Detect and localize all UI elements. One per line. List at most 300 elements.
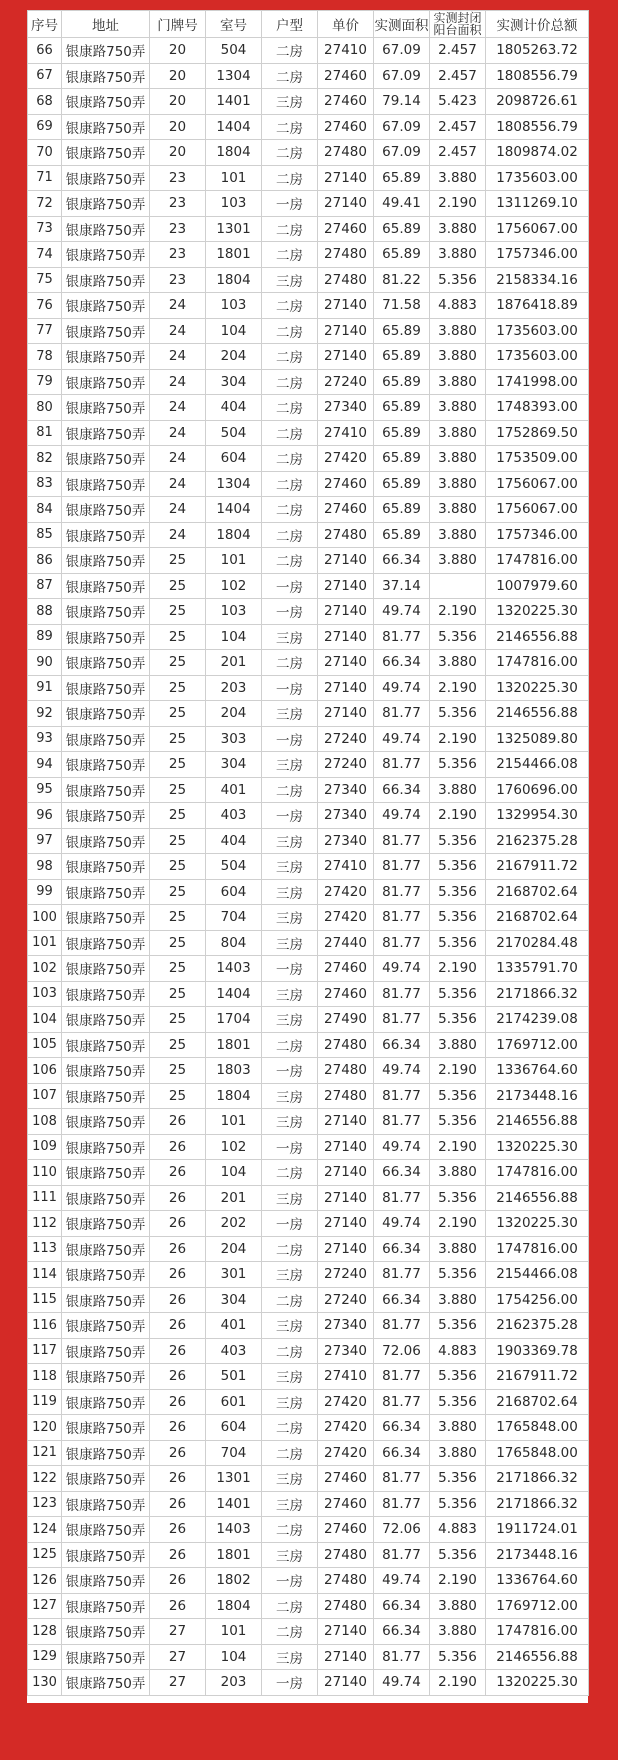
- cell-address: 银康路750弄: [62, 114, 150, 140]
- cell-balcony-area: 3.880: [430, 318, 486, 344]
- cell-total-price: 1335791.70: [486, 956, 589, 982]
- cell-address: 银康路750弄: [62, 1466, 150, 1492]
- cell-room-no: 1804: [206, 140, 262, 166]
- cell-address: 银康路750弄: [62, 1236, 150, 1262]
- cell-total-price: 1805263.72: [486, 38, 589, 64]
- cell-unit-price: 27340: [318, 1338, 374, 1364]
- cell-address: 银康路750弄: [62, 267, 150, 293]
- cell-room-no: 403: [206, 803, 262, 829]
- table-row: [28, 165, 589, 191]
- cell-building-no: 25: [150, 803, 206, 829]
- cell-room-no: 1802: [206, 1568, 262, 1594]
- cell-room-no: 604: [206, 446, 262, 472]
- table-row: [28, 981, 589, 1007]
- cell-address: 银康路750弄: [62, 1542, 150, 1568]
- cell-total-price: 1747816.00: [486, 548, 589, 574]
- header-row: [28, 11, 589, 38]
- cell-unit-price: 27460: [318, 471, 374, 497]
- table-row: [28, 1287, 589, 1313]
- cell-room-no: 103: [206, 599, 262, 625]
- table-row: [28, 548, 589, 574]
- cell-seq: 75: [28, 267, 62, 293]
- table-row: [28, 242, 589, 268]
- cell-seq: 76: [28, 293, 62, 319]
- cell-unit-price: 27480: [318, 1568, 374, 1594]
- cell-total-price: 1754256.00: [486, 1287, 589, 1313]
- cell-address: 银康路750弄: [62, 1058, 150, 1084]
- cell-room-no: 1301: [206, 1466, 262, 1492]
- cell-measured-area: 81.77: [374, 1083, 430, 1109]
- table-row: [28, 1542, 589, 1568]
- cell-unit-price: 27480: [318, 140, 374, 166]
- table-row: [28, 828, 589, 854]
- table-row: [28, 650, 589, 676]
- cell-seq: 91: [28, 675, 62, 701]
- cell-seq: 120: [28, 1415, 62, 1441]
- cell-total-price: 2168702.64: [486, 905, 589, 931]
- cell-room-no: 104: [206, 624, 262, 650]
- cell-balcony-area: 2.457: [430, 38, 486, 64]
- cell-room-no: 1404: [206, 497, 262, 523]
- cell-seq: 127: [28, 1593, 62, 1619]
- cell-unit-price: 27140: [318, 1185, 374, 1211]
- cell-address: 银康路750弄: [62, 395, 150, 421]
- cell-layout: 二房: [262, 140, 318, 166]
- cell-unit-price: 27340: [318, 777, 374, 803]
- cell-measured-area: 49.74: [374, 1211, 430, 1237]
- cell-unit-price: 27460: [318, 89, 374, 115]
- table-row: [28, 599, 589, 625]
- cell-room-no: 1401: [206, 1491, 262, 1517]
- cell-balcony-area: 4.883: [430, 1338, 486, 1364]
- cell-balcony-area: 3.880: [430, 650, 486, 676]
- cell-unit-price: 27140: [318, 165, 374, 191]
- table-row: [28, 140, 589, 166]
- cell-balcony-area: 5.356: [430, 1083, 486, 1109]
- cell-seq: 66: [28, 38, 62, 64]
- cell-address: 银康路750弄: [62, 879, 150, 905]
- cell-layout: 三房: [262, 701, 318, 727]
- cell-address: 银康路750弄: [62, 1517, 150, 1543]
- cell-unit-price: 27140: [318, 548, 374, 574]
- cell-building-no: 27: [150, 1644, 206, 1670]
- cell-balcony-area: 2.190: [430, 1211, 486, 1237]
- cell-unit-price: 27140: [318, 650, 374, 676]
- cell-building-no: 26: [150, 1364, 206, 1390]
- table-row: [28, 701, 589, 727]
- cell-building-no: 20: [150, 114, 206, 140]
- table-row: [28, 1211, 589, 1237]
- cell-measured-area: 81.77: [374, 828, 430, 854]
- cell-measured-area: 49.74: [374, 599, 430, 625]
- cell-total-price: 1757346.00: [486, 522, 589, 548]
- cell-balcony-area: 4.883: [430, 1517, 486, 1543]
- cell-room-no: 504: [206, 420, 262, 446]
- cell-total-price: 1808556.79: [486, 63, 589, 89]
- cell-total-price: 2154466.08: [486, 752, 589, 778]
- header-total-price: 实测计价总额: [486, 11, 589, 38]
- cell-address: 银康路750弄: [62, 1287, 150, 1313]
- cell-measured-area: 65.89: [374, 395, 430, 421]
- cell-building-no: 25: [150, 573, 206, 599]
- cell-unit-price: 27420: [318, 1415, 374, 1441]
- cell-room-no: 501: [206, 1364, 262, 1390]
- cell-address: 银康路750弄: [62, 446, 150, 472]
- cell-address: 银康路750弄: [62, 344, 150, 370]
- cell-seq: 111: [28, 1185, 62, 1211]
- cell-balcony-area: 5.356: [430, 752, 486, 778]
- cell-balcony-area: 3.880: [430, 522, 486, 548]
- cell-address: 银康路750弄: [62, 956, 150, 982]
- cell-building-no: 26: [150, 1415, 206, 1441]
- cell-unit-price: 27140: [318, 675, 374, 701]
- cell-room-no: 304: [206, 752, 262, 778]
- table-row: [28, 1160, 589, 1186]
- cell-building-no: 26: [150, 1517, 206, 1543]
- cell-total-price: 1741998.00: [486, 369, 589, 395]
- table-row: [28, 191, 589, 217]
- cell-seq: 123: [28, 1491, 62, 1517]
- cell-room-no: 203: [206, 1670, 262, 1696]
- cell-measured-area: 66.34: [374, 777, 430, 803]
- cell-building-no: 25: [150, 675, 206, 701]
- cell-total-price: 1769712.00: [486, 1032, 589, 1058]
- cell-balcony-area: 2.190: [430, 675, 486, 701]
- cell-balcony-area: 2.190: [430, 956, 486, 982]
- cell-total-price: 1903369.78: [486, 1338, 589, 1364]
- cell-measured-area: 66.34: [374, 650, 430, 676]
- cell-layout: 二房: [262, 1160, 318, 1186]
- cell-measured-area: 81.77: [374, 879, 430, 905]
- cell-total-price: 2146556.88: [486, 1185, 589, 1211]
- cell-address: 银康路750弄: [62, 1670, 150, 1696]
- cell-seq: 119: [28, 1389, 62, 1415]
- cell-layout: 二房: [262, 63, 318, 89]
- cell-total-price: 2146556.88: [486, 1644, 589, 1670]
- cell-building-no: 26: [150, 1287, 206, 1313]
- cell-unit-price: 27410: [318, 854, 374, 880]
- cell-measured-area: 81.77: [374, 1491, 430, 1517]
- cell-room-no: 1804: [206, 1083, 262, 1109]
- table-row: [28, 1109, 589, 1135]
- cell-building-no: 24: [150, 318, 206, 344]
- cell-building-no: 25: [150, 599, 206, 625]
- cell-unit-price: 27420: [318, 905, 374, 931]
- cell-layout: 三房: [262, 1364, 318, 1390]
- cell-seq: 67: [28, 63, 62, 89]
- cell-layout: 三房: [262, 1185, 318, 1211]
- cell-unit-price: 27480: [318, 1593, 374, 1619]
- cell-measured-area: 81.77: [374, 1007, 430, 1033]
- cell-unit-price: 27460: [318, 1517, 374, 1543]
- cell-room-no: 104: [206, 1160, 262, 1186]
- cell-building-no: 25: [150, 879, 206, 905]
- cell-unit-price: 27140: [318, 191, 374, 217]
- cell-measured-area: 65.89: [374, 522, 430, 548]
- cell-room-no: 201: [206, 1185, 262, 1211]
- cell-building-no: 25: [150, 752, 206, 778]
- cell-unit-price: 27420: [318, 879, 374, 905]
- cell-layout: 三房: [262, 1083, 318, 1109]
- unit-price-table: [27, 10, 589, 1696]
- cell-measured-area: 81.77: [374, 1262, 430, 1288]
- cell-building-no: 26: [150, 1313, 206, 1339]
- cell-building-no: 24: [150, 293, 206, 319]
- cell-balcony-area: 5.356: [430, 981, 486, 1007]
- cell-layout: 二房: [262, 38, 318, 64]
- cell-room-no: 1404: [206, 114, 262, 140]
- cell-measured-area: 49.74: [374, 675, 430, 701]
- cell-room-no: 504: [206, 854, 262, 880]
- cell-seq: 103: [28, 981, 62, 1007]
- cell-total-price: 2171866.32: [486, 1466, 589, 1492]
- cell-building-no: 26: [150, 1109, 206, 1135]
- cell-measured-area: 49.74: [374, 956, 430, 982]
- cell-address: 银康路750弄: [62, 803, 150, 829]
- cell-room-no: 204: [206, 1236, 262, 1262]
- cell-total-price: 1747816.00: [486, 1236, 589, 1262]
- cell-building-no: 26: [150, 1160, 206, 1186]
- table-row: [28, 854, 589, 880]
- cell-balcony-area: 5.356: [430, 1007, 486, 1033]
- table-row: [28, 1262, 589, 1288]
- cell-layout: 二房: [262, 1517, 318, 1543]
- table-row: [28, 675, 589, 701]
- cell-measured-area: 49.74: [374, 1134, 430, 1160]
- cell-unit-price: 27480: [318, 1032, 374, 1058]
- cell-address: 银康路750弄: [62, 930, 150, 956]
- cell-room-no: 102: [206, 1134, 262, 1160]
- cell-layout: 三房: [262, 1466, 318, 1492]
- cell-unit-price: 27140: [318, 1644, 374, 1670]
- cell-room-no: 1801: [206, 1032, 262, 1058]
- table-row: [28, 471, 589, 497]
- price-list-sheet: [27, 10, 588, 1703]
- cell-measured-area: 37.14: [374, 573, 430, 599]
- cell-seq: 95: [28, 777, 62, 803]
- cell-address: 银康路750弄: [62, 1364, 150, 1390]
- cell-address: 银康路750弄: [62, 1440, 150, 1466]
- cell-building-no: 25: [150, 956, 206, 982]
- cell-seq: 112: [28, 1211, 62, 1237]
- cell-balcony-area: 3.880: [430, 1160, 486, 1186]
- cell-layout: 三房: [262, 624, 318, 650]
- cell-address: 银康路750弄: [62, 1109, 150, 1135]
- cell-room-no: 704: [206, 1440, 262, 1466]
- cell-measured-area: 66.34: [374, 1236, 430, 1262]
- cell-layout: 二房: [262, 1032, 318, 1058]
- cell-total-price: 1760696.00: [486, 777, 589, 803]
- cell-seq: 88: [28, 599, 62, 625]
- table-row: [28, 930, 589, 956]
- cell-address: 银康路750弄: [62, 599, 150, 625]
- cell-layout: 一房: [262, 191, 318, 217]
- cell-room-no: 203: [206, 675, 262, 701]
- cell-balcony-area: 3.880: [430, 471, 486, 497]
- cell-unit-price: 27140: [318, 1211, 374, 1237]
- cell-layout: 一房: [262, 1211, 318, 1237]
- cell-building-no: 23: [150, 216, 206, 242]
- cell-balcony-area: 5.356: [430, 701, 486, 727]
- cell-total-price: 1320225.30: [486, 675, 589, 701]
- cell-unit-price: 27480: [318, 1083, 374, 1109]
- cell-unit-price: 27460: [318, 956, 374, 982]
- cell-room-no: 301: [206, 1262, 262, 1288]
- cell-building-no: 26: [150, 1466, 206, 1492]
- cell-building-no: 20: [150, 89, 206, 115]
- cell-seq: 81: [28, 420, 62, 446]
- cell-measured-area: 65.89: [374, 318, 430, 344]
- cell-measured-area: 81.77: [374, 1466, 430, 1492]
- cell-room-no: 401: [206, 1313, 262, 1339]
- cell-layout: 二房: [262, 471, 318, 497]
- cell-layout: 二房: [262, 1287, 318, 1313]
- cell-building-no: 24: [150, 344, 206, 370]
- cell-building-no: 25: [150, 828, 206, 854]
- header-balcony-area: 实测封闭阳台面积: [430, 11, 486, 38]
- table-row: [28, 497, 589, 523]
- cell-room-no: 604: [206, 879, 262, 905]
- cell-room-no: 704: [206, 905, 262, 931]
- cell-measured-area: 65.89: [374, 344, 430, 370]
- cell-building-no: 25: [150, 1032, 206, 1058]
- cell-seq: 84: [28, 497, 62, 523]
- cell-seq: 107: [28, 1083, 62, 1109]
- header-room-no: 室号: [206, 11, 262, 38]
- cell-balcony-area: 5.356: [430, 854, 486, 880]
- cell-balcony-area: 3.880: [430, 1593, 486, 1619]
- cell-building-no: 25: [150, 777, 206, 803]
- cell-layout: 二房: [262, 1440, 318, 1466]
- cell-measured-area: 49.74: [374, 1058, 430, 1084]
- cell-seq: 126: [28, 1568, 62, 1594]
- cell-layout: 三房: [262, 905, 318, 931]
- cell-unit-price: 27140: [318, 1134, 374, 1160]
- cell-measured-area: 81.77: [374, 1644, 430, 1670]
- cell-room-no: 104: [206, 318, 262, 344]
- cell-measured-area: 67.09: [374, 114, 430, 140]
- cell-room-no: 101: [206, 165, 262, 191]
- cell-balcony-area: 2.457: [430, 140, 486, 166]
- cell-seq: 101: [28, 930, 62, 956]
- cell-building-no: 26: [150, 1134, 206, 1160]
- cell-total-price: 2171866.32: [486, 981, 589, 1007]
- cell-total-price: 1336764.60: [486, 1568, 589, 1594]
- header-building-no: 门牌号: [150, 11, 206, 38]
- cell-address: 银康路750弄: [62, 981, 150, 1007]
- cell-seq: 68: [28, 89, 62, 115]
- cell-room-no: 201: [206, 650, 262, 676]
- cell-room-no: 1403: [206, 1517, 262, 1543]
- cell-building-no: 25: [150, 1058, 206, 1084]
- cell-balcony-area: 5.356: [430, 1644, 486, 1670]
- table-row: [28, 395, 589, 421]
- cell-unit-price: 27460: [318, 1466, 374, 1492]
- cell-room-no: 303: [206, 726, 262, 752]
- cell-seq: 114: [28, 1262, 62, 1288]
- cell-unit-price: 27240: [318, 1287, 374, 1313]
- cell-measured-area: 81.77: [374, 1389, 430, 1415]
- cell-address: 银康路750弄: [62, 777, 150, 803]
- cell-layout: 二房: [262, 497, 318, 523]
- cell-total-price: 1747816.00: [486, 650, 589, 676]
- cell-room-no: 101: [206, 1619, 262, 1645]
- cell-total-price: 1320225.30: [486, 1134, 589, 1160]
- cell-seq: 130: [28, 1670, 62, 1696]
- table-header: [28, 11, 589, 38]
- cell-seq: 74: [28, 242, 62, 268]
- cell-seq: 71: [28, 165, 62, 191]
- cell-total-price: 2167911.72: [486, 854, 589, 880]
- cell-layout: 二房: [262, 522, 318, 548]
- table-row: [28, 369, 589, 395]
- cell-building-no: 26: [150, 1491, 206, 1517]
- table-row: [28, 752, 589, 778]
- table-row: [28, 1517, 589, 1543]
- cell-total-price: 1769712.00: [486, 1593, 589, 1619]
- cell-layout: 二房: [262, 1593, 318, 1619]
- cell-measured-area: 66.34: [374, 1415, 430, 1441]
- cell-building-no: 24: [150, 471, 206, 497]
- cell-seq: 129: [28, 1644, 62, 1670]
- cell-seq: 93: [28, 726, 62, 752]
- cell-balcony-area: 5.356: [430, 624, 486, 650]
- table-row: [28, 420, 589, 446]
- cell-room-no: 1304: [206, 471, 262, 497]
- cell-seq: 104: [28, 1007, 62, 1033]
- cell-building-no: 20: [150, 63, 206, 89]
- cell-balcony-area: 2.457: [430, 63, 486, 89]
- cell-seq: 89: [28, 624, 62, 650]
- cell-layout: 三房: [262, 1313, 318, 1339]
- cell-measured-area: 81.77: [374, 701, 430, 727]
- cell-room-no: 202: [206, 1211, 262, 1237]
- cell-address: 银康路750弄: [62, 191, 150, 217]
- cell-unit-price: 27480: [318, 267, 374, 293]
- cell-layout: 三房: [262, 1007, 318, 1033]
- cell-layout: 二房: [262, 344, 318, 370]
- cell-seq: 97: [28, 828, 62, 854]
- cell-seq: 87: [28, 573, 62, 599]
- cell-balcony-area: 5.356: [430, 905, 486, 931]
- cell-room-no: 204: [206, 344, 262, 370]
- cell-total-price: 1747816.00: [486, 1619, 589, 1645]
- cell-address: 银康路750弄: [62, 369, 150, 395]
- cell-room-no: 401: [206, 777, 262, 803]
- cell-measured-area: 81.77: [374, 905, 430, 931]
- cell-total-price: 1735603.00: [486, 344, 589, 370]
- cell-total-price: 1325089.80: [486, 726, 589, 752]
- cell-address: 银康路750弄: [62, 675, 150, 701]
- cell-seq: 116: [28, 1313, 62, 1339]
- cell-layout: 三房: [262, 1542, 318, 1568]
- cell-seq: 69: [28, 114, 62, 140]
- cell-seq: 80: [28, 395, 62, 421]
- cell-seq: 122: [28, 1466, 62, 1492]
- cell-seq: 86: [28, 548, 62, 574]
- cell-room-no: 1804: [206, 267, 262, 293]
- cell-building-no: 26: [150, 1440, 206, 1466]
- cell-room-no: 504: [206, 38, 262, 64]
- cell-seq: 128: [28, 1619, 62, 1645]
- table-row: [28, 344, 589, 370]
- cell-layout: 二房: [262, 114, 318, 140]
- cell-layout: 二房: [262, 777, 318, 803]
- cell-total-price: 1311269.10: [486, 191, 589, 217]
- cell-address: 银康路750弄: [62, 1160, 150, 1186]
- cell-unit-price: 27410: [318, 420, 374, 446]
- cell-balcony-area: 3.880: [430, 242, 486, 268]
